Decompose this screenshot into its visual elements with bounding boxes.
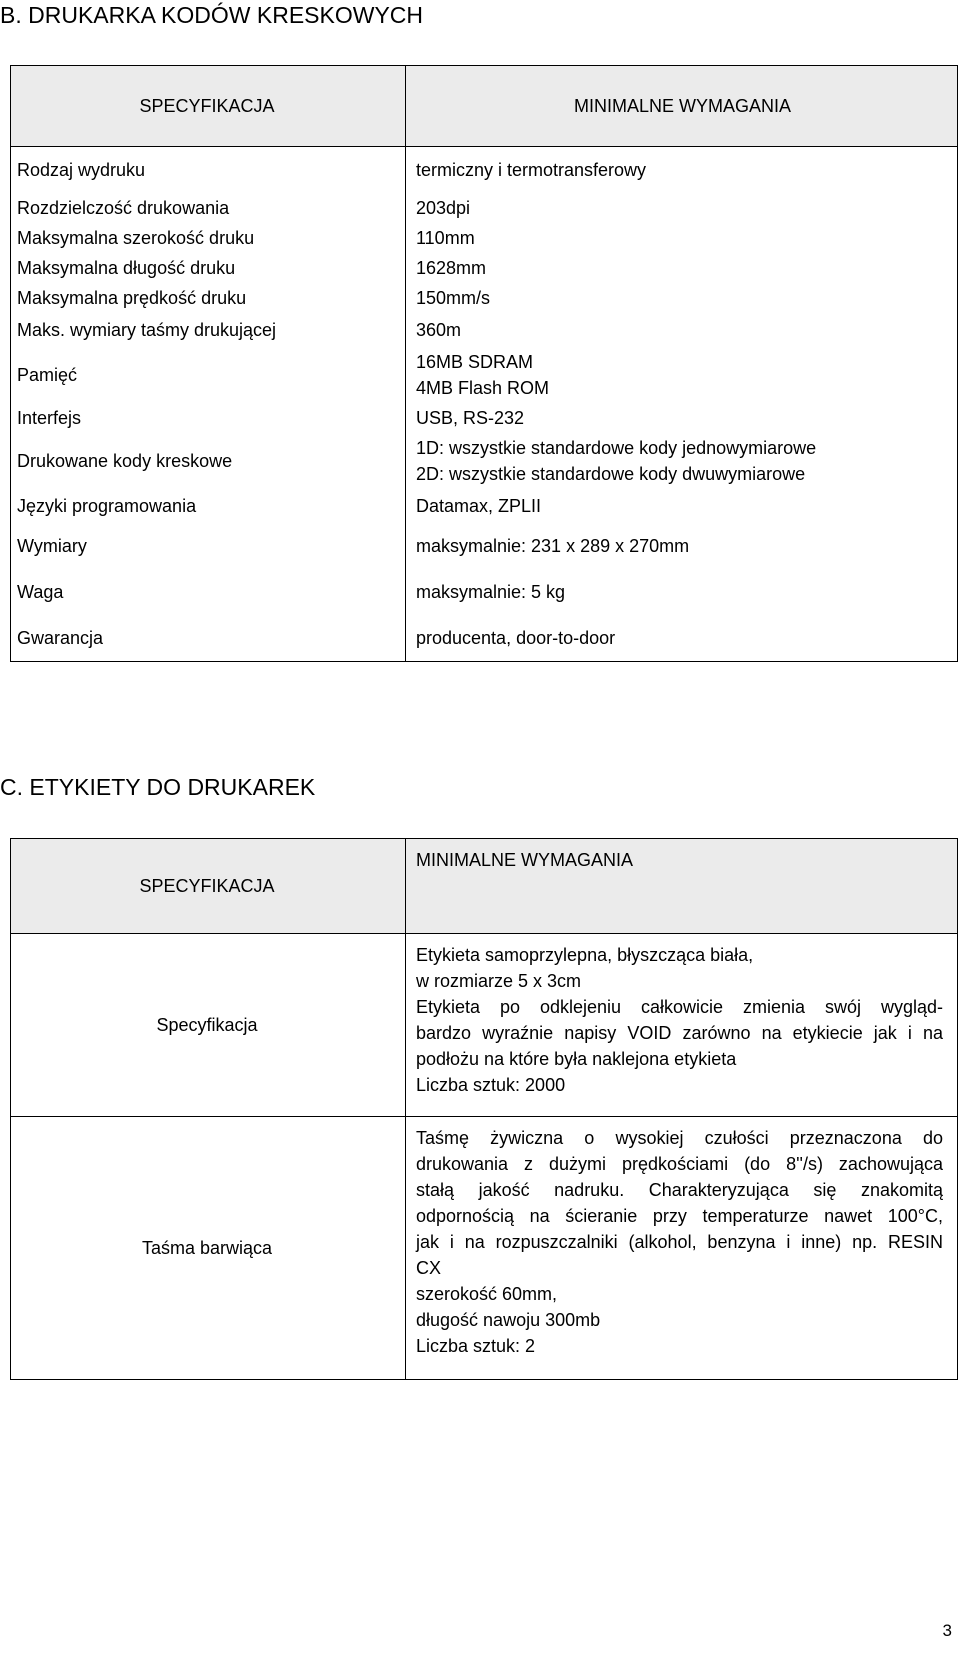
table-row [11, 1117, 958, 1380]
spec-value-line: stałą jakość nadruku. Charakteryzująca się znakomitą [416, 1180, 943, 1200]
spec-label: Języki programowania [11, 489, 406, 523]
spec-label: Gwarancja [11, 615, 406, 662]
spec-value-line: odpornością na ścieranie przy temperaturze nawet 100°C, [416, 1206, 943, 1226]
spec-label: Interfejs [11, 403, 406, 433]
spec-value-line: Etykieta samoprzylepna, błyszcząca biała, [416, 945, 754, 965]
spec-value: termiczny i termotransferowy [416, 160, 647, 180]
header-minimalne-wymagania: MINIMALNE WYMAGANIA [406, 66, 958, 147]
table-row [11, 934, 958, 1117]
spec-label: Drukowane kody kreskowe [11, 433, 406, 489]
spec-value-line: długość nawoju 300mb [416, 1310, 601, 1330]
spec-value: Datamax, ZPLII [416, 496, 542, 516]
table-row [11, 523, 958, 569]
spec-value [406, 433, 958, 489]
spec-label: Waga [11, 569, 406, 615]
spec-label: Specyfikacja [11, 934, 406, 1117]
spec-value-line: 4MB Flash ROM [416, 378, 550, 398]
header-minimalne-wymagania: MINIMALNE WYMAGANIA [406, 839, 958, 934]
table-row [11, 283, 958, 313]
table-row [11, 433, 958, 489]
spec-label: Rozdzielczość drukowania [11, 193, 406, 223]
spec-value: maksymalnie: 5 kg [416, 582, 566, 602]
spec-value: 203dpi [416, 198, 471, 218]
spec-value-line: CX [416, 1258, 442, 1278]
section-c-heading: C. ETYKIETY DO DRUKAREK [0, 774, 316, 800]
spec-value-line: szerokość 60mm, [416, 1284, 558, 1304]
table-row [11, 489, 958, 523]
section-b-heading: B. DRUKARKA KODÓW KRESKOWYCH [0, 2, 424, 28]
table-row [11, 193, 958, 223]
header-specyfikacja: SPECYFIKACJA [11, 839, 406, 934]
spec-value-line: 16MB SDRAM [416, 352, 534, 372]
spec-label: Maksymalna długość druku [11, 253, 406, 283]
spec-value-line: w rozmiarze 5 x 3cm [416, 971, 582, 991]
table-header-row [11, 839, 958, 934]
spec-value-line: jak i na rozpuszczalniki (alkohol, benzyna i inne) np. RESIN [416, 1232, 943, 1252]
spec-value-line: Taśmę żywiczna o wysokiej czułości przeznaczona do [416, 1128, 943, 1148]
header-specyfikacja: SPECYFIKACJA [11, 66, 406, 147]
spec-value [406, 347, 958, 403]
printer-spec-table [10, 65, 958, 662]
table-row [11, 403, 958, 433]
spec-value [406, 934, 958, 1117]
spec-value-line: 2D: wszystkie standardowe kody dwuwymiarowe [416, 464, 806, 484]
spec-label: Maksymalna prędkość druku [11, 283, 406, 313]
spec-label: Maksymalna szerokość druku [11, 223, 406, 253]
spec-value [406, 1117, 958, 1380]
spec-value: producenta, door-to-door [416, 628, 616, 648]
spec-value: USB, RS-232 [416, 408, 525, 428]
table-header-row [11, 66, 958, 147]
table-row [11, 313, 958, 347]
spec-label: Taśma barwiąca [11, 1117, 406, 1380]
table-row [11, 147, 958, 194]
table-row [11, 253, 958, 283]
spec-label: Wymiary [11, 523, 406, 569]
spec-value-line: drukowania z dużymi prędkościami (do 8''/s) zachowująca [416, 1154, 943, 1174]
spec-label: Rodzaj wydruku [11, 147, 406, 194]
spec-value: maksymalnie: 231 x 289 x 270mm [416, 536, 690, 556]
spec-value: 110mm [416, 228, 475, 248]
spec-value: 1628mm [416, 258, 487, 278]
spec-value: 360m [416, 320, 462, 340]
spec-label: Pamięć [11, 347, 406, 403]
spec-value-line: bardzo wyraźnie napisy VOID zarówno na etykiecie jak i na [416, 1023, 943, 1043]
table-row [11, 223, 958, 253]
table-row [11, 569, 958, 615]
spec-value: 150mm/s [416, 288, 491, 308]
spec-value-line: 1D: wszystkie standardowe kody jednowymiarowe [416, 438, 817, 458]
page-number: 3 [942, 1621, 952, 1640]
spec-value-line: Etykieta po odklejeniu całkowicie zmienia swój wygląd- [416, 997, 943, 1017]
spec-value-line: podłożu na które była naklejona etykieta [416, 1049, 737, 1069]
table-row [11, 347, 958, 403]
spec-label: Maks. wymiary taśmy drukującej [11, 313, 406, 347]
table-row [11, 615, 958, 662]
labels-spec-table [10, 838, 958, 1380]
spec-value-line: Liczba sztuk: 2 [416, 1336, 536, 1356]
spec-value-line: Liczba sztuk: 2000 [416, 1075, 566, 1095]
